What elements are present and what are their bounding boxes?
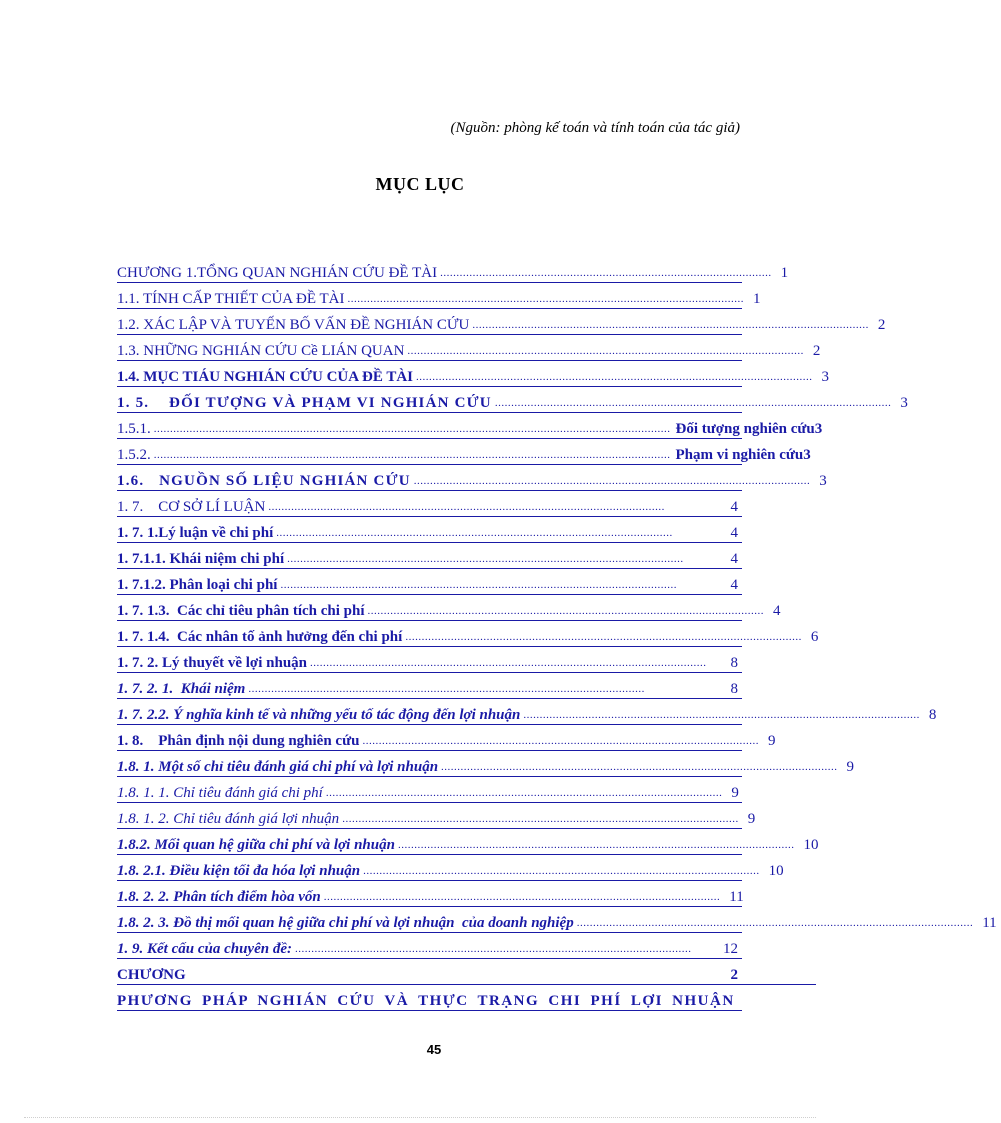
toc-entry-1-7-1-3[interactable] bbox=[117, 598, 781, 621]
toc-leader-dots: .......................................................................................................................... bbox=[397, 839, 795, 851]
toc-entry-1-7-1-2[interactable] bbox=[117, 572, 742, 595]
toc-entry-label: 1.8. 1. Một số chỉ tiêu đánh giá chi phí và lợi nhuận bbox=[117, 759, 439, 775]
toc-entry-1-8-2[interactable] bbox=[117, 832, 819, 855]
toc-entry-chapter-2[interactable] bbox=[117, 962, 816, 985]
toc-entry-label: 1. 7. 2. 1. Khái niệm bbox=[117, 681, 246, 697]
toc-entry-label: 1. 7. 2. Lý thuyết về lợi nhuận bbox=[117, 655, 308, 671]
toc-leader-dots: .......................................................................................................................... bbox=[441, 761, 838, 773]
toc-entry-1-4[interactable] bbox=[117, 364, 829, 387]
toc-entry-label: 1. 7.1.1. Khái niệm chi phí bbox=[117, 551, 285, 567]
toc-entry-page: 2 bbox=[877, 317, 886, 333]
toc-leader-dots: .......................................................................................................................... bbox=[248, 683, 645, 695]
toc-entry-label: 1.3. NHỮNG NGHIÁN CỨU Cề LIÁN QUAN bbox=[117, 343, 405, 359]
toc-entry-page: 1 bbox=[753, 291, 761, 307]
toc-entry-page: 9 bbox=[767, 733, 776, 749]
toc-entry-label: 1. 7. 1.3. Các chỉ tiêu phân tích chi phí bbox=[117, 603, 365, 619]
source-note: (Nguồn: phòng kế toán và tính toán của tác giả) bbox=[450, 120, 740, 136]
toc-entry-label: 1.4. MỤC TIÁU NGHIÁN CỨU CỦA ĐỀ TÀI bbox=[117, 369, 413, 385]
toc-entry-label: 1. 7.1.2. Phân loại chi phí bbox=[117, 577, 278, 593]
toc-leader-dots: .......................................................................................................................... bbox=[280, 579, 677, 591]
toc-entry-label: PHƯƠNG PHÁP NGHIÁN CỨU VÀ THỰC TRẠNG CHI PHÍ LỢI NHUẬN bbox=[117, 993, 735, 1009]
toc-entry-1-8-2-2[interactable] bbox=[117, 884, 742, 907]
toc-entry-1-7-1-1[interactable] bbox=[117, 546, 742, 569]
toc-entry-label: 1. 7. 1.4. Các nhân tố ảnh hưởng đến chi phí bbox=[117, 629, 403, 645]
toc-entry-label: 1.8. 2. 2. Phân tích điểm hòa vốn bbox=[117, 889, 321, 905]
toc-entry-label: 1.5.1. bbox=[117, 421, 151, 437]
toc-entry-1-8-2-3[interactable] bbox=[117, 910, 997, 933]
toc-leader-dots: .......................................................................................................................... bbox=[413, 475, 811, 487]
toc-entry-1-8-1[interactable] bbox=[117, 754, 855, 777]
toc-leader-dots: .......................................................................................................................... bbox=[405, 631, 802, 643]
toc-entry-label: 1. 9. Kết cấu của chuyên đề: bbox=[117, 941, 292, 957]
toc-entry-page: 9 bbox=[731, 785, 739, 801]
toc-entry-label: 1. 5. ĐỐI TƯỢNG VÀ PHẠM VI NGHIÁN CỨU bbox=[117, 395, 492, 411]
toc-entry-label: 1.8. 2.1. Điều kiện tối đa hóa lợi nhuận bbox=[117, 863, 361, 879]
toc-entry-1-7-1[interactable] bbox=[117, 520, 742, 543]
toc-entry-page: 4 bbox=[730, 551, 738, 567]
toc-entry-page: 2 bbox=[730, 967, 738, 983]
toc-entry-chapter-2-title[interactable] bbox=[117, 988, 742, 1011]
toc-entry-1-7-2-1[interactable] bbox=[117, 676, 742, 699]
toc-entry-1-8[interactable] bbox=[117, 728, 776, 751]
toc-entry-chapter-1[interactable] bbox=[117, 260, 789, 283]
toc-leader-dots: .......................................................................................................................... bbox=[472, 319, 869, 331]
toc-leader-dots: ............................................................................................................................................................... bbox=[153, 423, 671, 435]
toc-entry-label: CHƯƠNG bbox=[117, 967, 186, 983]
toc-entry-page: 8 bbox=[730, 655, 738, 671]
page-number: 45 bbox=[426, 1042, 442, 1057]
toc-entry-1-7-2-2[interactable] bbox=[117, 702, 937, 725]
toc-entry-label: 1.5.2. bbox=[117, 447, 151, 463]
toc-entry-page: 4 bbox=[730, 577, 738, 593]
toc-entry-label: CHƯƠNG 1.TỔNG QUAN NGHIÁN CỨU ĐỀ TÀI bbox=[117, 265, 438, 281]
toc-entry-1-8-2-1[interactable] bbox=[117, 858, 784, 881]
toc-leader-dots: .......................................................................................................................... bbox=[367, 605, 765, 617]
toc-leader-dots: .......................................................................................................................... bbox=[347, 293, 745, 305]
toc-entry-page: 2 bbox=[812, 343, 821, 359]
toc-leader-dots: .......................................................................................................................... bbox=[523, 709, 920, 721]
toc-entry-page: 11 bbox=[729, 889, 744, 905]
toc-leader-dots: .......................................................................................................................... bbox=[363, 865, 760, 877]
toc-entry-page: 3 bbox=[900, 395, 908, 411]
toc-leader-dots: .......................................................................................................................... bbox=[276, 527, 673, 539]
toc-entry-1-9[interactable] bbox=[117, 936, 742, 959]
toc-leader-dots: .......................................................................................................................... bbox=[494, 397, 892, 409]
toc-entry-page: 11 bbox=[982, 915, 997, 931]
toc-entry-label: 1.2. XÁC LẬP VÀ TUYẾN BỐ VẤN ĐỀ NGHIÁN CỨU bbox=[117, 317, 470, 333]
toc-entry-page: 8 bbox=[928, 707, 937, 723]
toc-entry-label: 1.6. NGUỒN SỐ LIỆU NGHIÁN CỨU bbox=[117, 473, 411, 489]
toc-entry-page: 12 bbox=[723, 941, 738, 957]
toc-entry-page: Phạm vi nghiên cứu3 bbox=[675, 447, 811, 463]
toc-entry-label: 1.8. 1. 1. Chỉ tiêu đánh giá chi phí bbox=[117, 785, 323, 801]
toc-leader-dots: .......................................................................................................................... bbox=[310, 657, 707, 669]
toc-leader-dots: .......................................................................................................................... bbox=[362, 735, 759, 747]
toc-entry-page: 3 bbox=[819, 473, 827, 489]
toc-entry-1-5-2[interactable] bbox=[117, 442, 811, 465]
toc-entry-label: 1.8. 1. 2. Chỉ tiêu đánh giá lợi nhuận bbox=[117, 811, 340, 827]
toc-entry-page: 8 bbox=[730, 681, 738, 697]
toc-entry-1-8-1-2[interactable] bbox=[117, 806, 756, 829]
toc-entry-page: 4 bbox=[730, 499, 738, 515]
toc-entry-page: 1 bbox=[780, 265, 789, 281]
toc-entry-label: 1. 7. 1.Lý luận về chi phí bbox=[117, 525, 274, 541]
toc-entry-page: 4 bbox=[730, 525, 738, 541]
toc-entry-page: Đối tượng nghiên cứu3 bbox=[675, 421, 823, 437]
toc-entry-page: 9 bbox=[846, 759, 855, 775]
toc-leader-dots: .......................................................................................................................... bbox=[268, 501, 665, 513]
toc-leader-dots: .......................................................................................................................... bbox=[294, 943, 692, 955]
toc-entry-page: 10 bbox=[803, 837, 819, 853]
toc-entry-page: 4 bbox=[773, 603, 781, 619]
toc-entry-page: 6 bbox=[810, 629, 819, 645]
toc-entry-label: 1.8.2. Mối quan hệ giữa chi phí và lợi nhuận bbox=[117, 837, 395, 853]
toc-entry-1-7-1-4[interactable] bbox=[117, 624, 819, 647]
toc-entry-1-8-1-1[interactable] bbox=[117, 780, 742, 803]
toc-entry-1-5[interactable] bbox=[117, 390, 908, 413]
toc-leader-dots: .......................................................................................................................... bbox=[416, 371, 813, 383]
toc-entry-page: 3 bbox=[821, 369, 829, 385]
toc-leader-dots: .......................................................................................................................... bbox=[325, 787, 723, 799]
toc-leader-dots: .......................................................................................................................... bbox=[342, 813, 739, 825]
footer-divider bbox=[24, 1117, 816, 1118]
toc-entry-label: 1.8. 2. 3. Đồ thị mối quan hệ giữa chi phí và lợi nhuận của doanh nghiệp bbox=[117, 915, 574, 931]
toc-leader-dots: .......................................................................................................................... bbox=[287, 553, 684, 565]
toc-leader-dots: .......................................................................................................................... bbox=[323, 891, 721, 903]
toc-entry-1-1[interactable] bbox=[117, 286, 761, 309]
page-title: MỤC LỤC bbox=[375, 174, 465, 194]
toc-entry-1-2[interactable] bbox=[117, 312, 886, 335]
toc-leader-dots: .......................................................................................................................... bbox=[576, 917, 974, 929]
toc-leader-dots: ............................................................................................................................................................... bbox=[153, 449, 671, 461]
toc-entry-1-6[interactable] bbox=[117, 468, 827, 491]
toc-entry-label: 1. 8. Phân định nội dung nghiên cứu bbox=[117, 733, 360, 749]
toc-leader-dots: .......................................................................................................................... bbox=[407, 345, 804, 357]
toc-entry-1-3[interactable] bbox=[117, 338, 821, 361]
toc-entry-1-5-1[interactable] bbox=[117, 416, 823, 439]
toc-entry-page: 9 bbox=[747, 811, 756, 827]
toc-entry-1-7[interactable] bbox=[117, 494, 742, 517]
toc-entry-page: 10 bbox=[768, 863, 784, 879]
toc-entry-label: 1. 7. CƠ SỞ LÍ LUẬN bbox=[117, 499, 266, 515]
toc-entry-label: 1.1. TÍNH CẤP THIẾT CỦA ĐỀ TÀI bbox=[117, 291, 345, 307]
toc-leader-dots: ...................................................................................................... bbox=[440, 267, 772, 279]
toc-entry-1-7-2[interactable] bbox=[117, 650, 742, 673]
toc-entry-label: 1. 7. 2.2. Ý nghĩa kinh tế và những yếu tố tác động đến lợi nhuận bbox=[117, 707, 521, 723]
